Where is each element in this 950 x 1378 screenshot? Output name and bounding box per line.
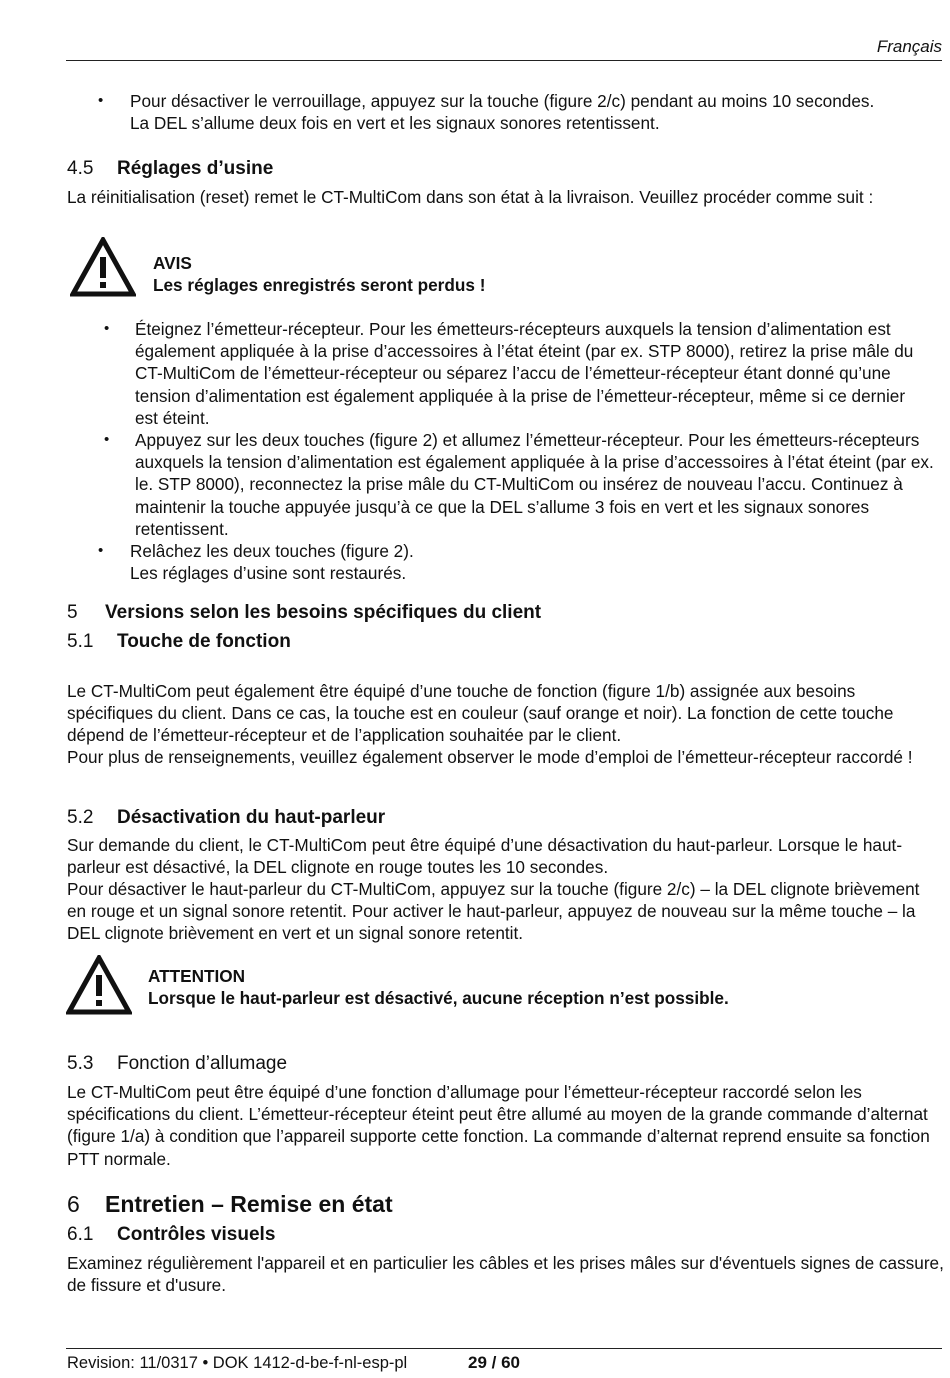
bullet-dot: • [104,431,110,448]
list-item [98,540,798,586]
section-5-2-heading [67,806,385,830]
warning-triangle-icon [70,237,136,297]
notice-title: AVIS [153,253,192,273]
attention-text: Lorsque le haut-parleur est désactivé, aucune réception n’est possible. [148,988,729,1008]
section-title: Fonction d’allumage [117,1053,288,1074]
attention-box [66,955,826,1017]
section-4-5-heading [67,157,273,181]
section-4-5-paragraph: La réinitialisation (reset) remet le CT-MultiCom dans son état à la livraison. Veuillez procéder comme suit : [67,187,874,207]
section-number: 6.1 [67,1224,94,1245]
section-5-1-paragraph: Le CT-MultiCom peut également être équipé d’une touche de fonction (figure 1/b) assignée aux besoins spécifiques du client. Dans ce cas, la touche est en couleur (sauf orange et noir). La fonction de cette touche dépend de l’émetteur-récepteur et de l’application souhaitée par le client. [67,681,894,746]
list-item-text: Relâchez les deux touches (figure 2). [130,541,414,561]
section-5-3-paragraph: Le CT-MultiCom peut être équipé d’une fonction d’allumage pour l’émetteur-récepteur raccordé selon les spécifications du client. L’émetteur-récepteur éteint peut être allumé au moyen de la grande commande d’alternat (figure 1/a) à condition que l’appareil supporte cette fonction. La commande d’alternat reprend ensuite sa fonction PTT normale. [67,1082,930,1169]
section-title: Entretien – Remise en état [105,1191,393,1217]
section-title: Réglages d’usine [117,158,274,179]
section-5-1-heading [67,630,291,654]
section-number: 4.5 [67,158,94,179]
section-6-1-heading [67,1223,275,1247]
intro-bullet-text: Pour désactiver le verrouillage, appuyez sur la touche (figure 2/c) pendant au moins 10 secondes. La DEL s’allume deux fois en vert et les signaux sonores retentissent. [130,91,875,134]
section-5-heading [67,601,541,625]
section-title: Contrôles visuels [117,1224,276,1245]
bullet-dot: • [98,92,104,109]
intro-bullet [98,90,878,136]
section-number: 5.1 [67,631,94,652]
section-number: 5 [67,602,78,623]
section-5-3-heading [67,1052,287,1076]
page-number: 29 / 60 [468,1353,520,1372]
list-item-text: Éteignez l’émetteur-récepteur. Pour les émetteurs-récepteurs auxquels la tension d’alimentation est également appliquée à la prise d’accessoires à l’état éteint (par ex. STP 8000), retirez la prise mâle du CT-MultiCom de l’émetteur-récepteur ou séparez l’accu de l’émetteur-récepteur étant donné qu’une tension d’alimentation est également appliquée à la prise de l’émetteur-récepteur, même si ce dernier est éteint. [135,319,914,428]
section-title: Versions selon les besoins spécifiques du client [105,602,542,623]
section-number: 5.2 [67,807,94,828]
page-header-language: Français [876,37,942,56]
footer-revision: Revision: 11/0317 • DOK 1412-d-be-f-nl-esp-pl [67,1354,408,1372]
list-item [104,318,920,428]
footer-rule [66,1348,942,1349]
section-number: 6 [67,1191,80,1217]
list-item-text: Appuyez sur les deux touches (figure 2) et allumez l’émetteur-récepteur. Pour les émetteurs-récepteurs auxquels la tension d’alimentation est également appliquée à la prise d’accessoires à l’état éteint (par ex. le. STP 8000), reconnectez la prise mâle du CT-MultiCom ou insérez de nouveau l’accu. Continuez à maintenir la touche appuyée jusqu’à ce que la DEL s’allume 3 fois en vert et les signaux sonores retentissent. [135,430,934,539]
section-5-1-paragraph-2: Pour plus de renseignements, veuillez également observer le mode d’emploi de l’émetteur-récepteur raccordé ! [67,747,913,767]
section-title: Touche de fonction [117,631,291,652]
section-6-heading [67,1190,393,1218]
list-item [104,429,940,539]
section-6-1-paragraph: Examinez régulièrement l'appareil et en particulier les câbles et les prises mâles sur d'éventuels signes de cassure, de fissure et d'usure. [67,1253,944,1296]
section-5-2-paragraph: Sur demande du client, le CT-MultiCom peut être équipé d’une désactivation du haut-parleur. Lorsque le haut-parleur est désactivé, la DEL clignote en rouge toutes les 10 secondes. [67,835,903,878]
warning-triangle-icon [66,955,132,1015]
section-title: Désactivation du haut-parleur [117,807,386,828]
section-5-2-paragraph-2: Pour désactiver le haut-parleur du CT-MultiCom, appuyez sur la touche (figure 2/c) – la DEL clignote brièvement en rouge et un signal sonore retentit. Pour activer le haut-parleur, appuyez de nouveau sur la même touche – la DEL clignote brièvement en vert et un signal sonore retentit. [67,879,920,944]
bullet-dot: • [98,542,104,559]
attention-title: ATTENTION [148,966,246,986]
bullet-dot: • [104,320,110,337]
header-rule [66,60,942,61]
notice-box [70,237,670,299]
result-text: Les réglages d’usine sont restaurés. [130,563,407,583]
section-number: 5.3 [67,1053,94,1074]
notice-text: Les réglages enregistrés seront perdus ! [153,275,486,295]
